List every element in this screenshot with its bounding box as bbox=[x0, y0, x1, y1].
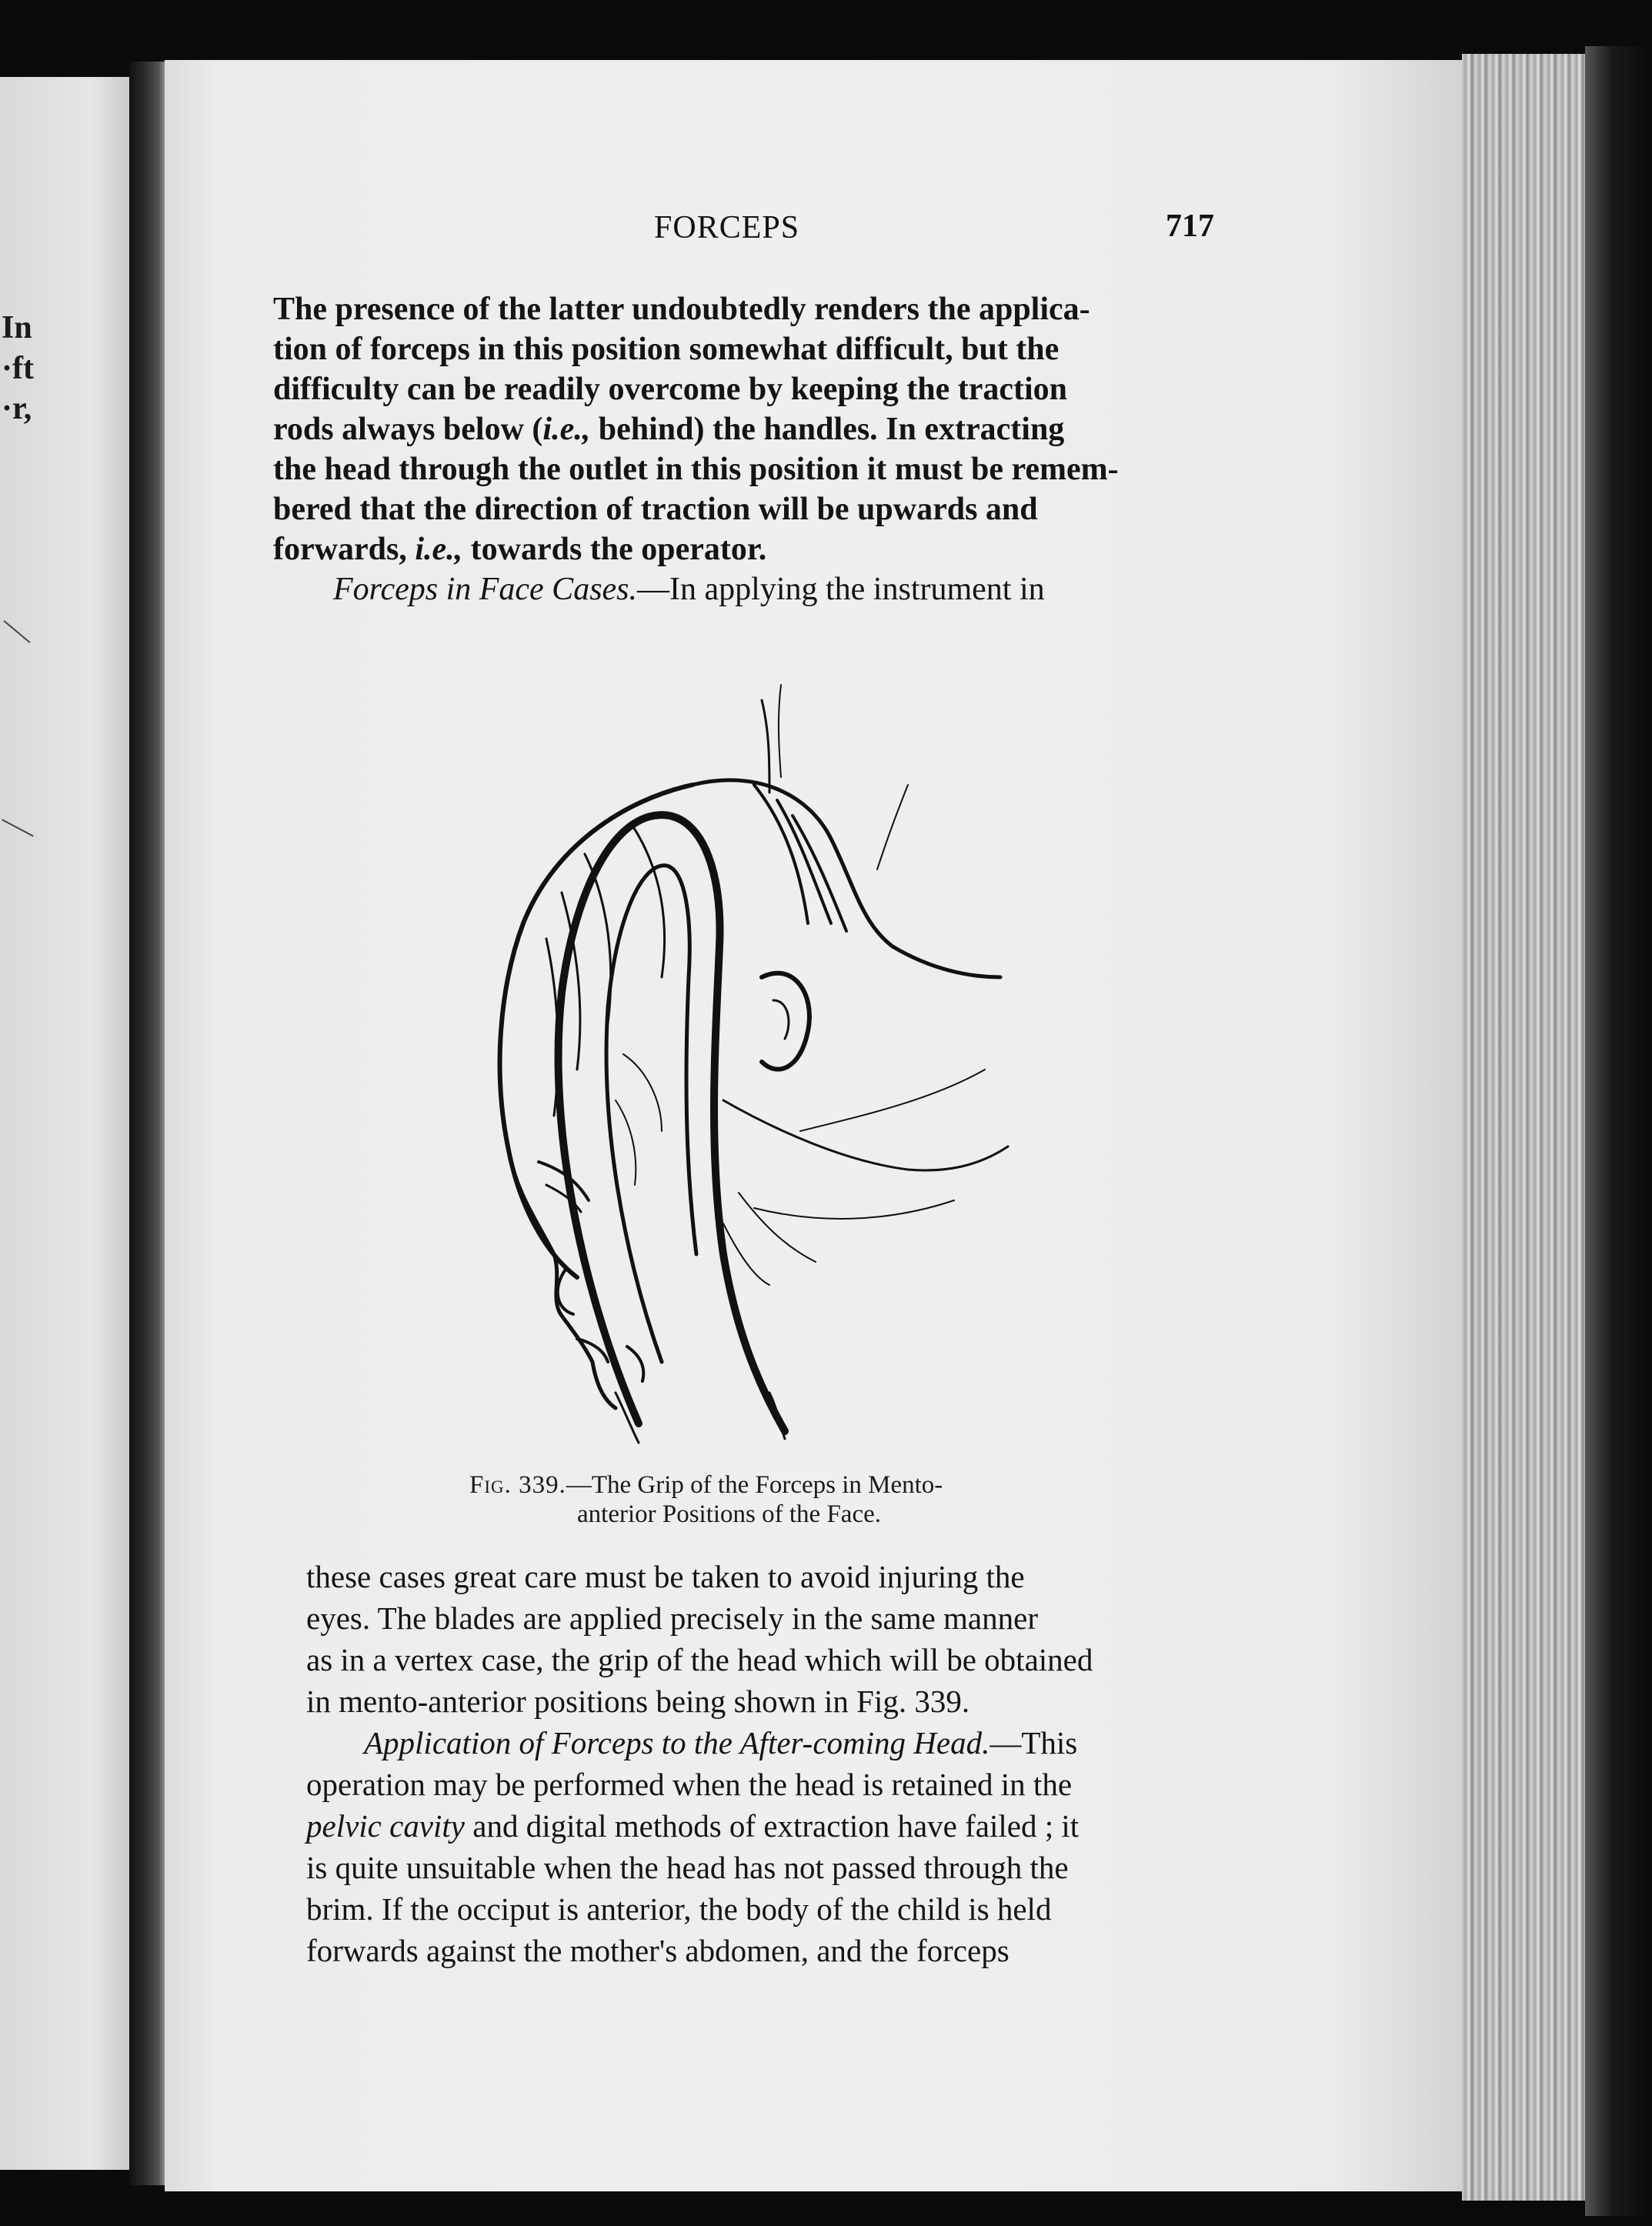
left-page-fragment: ·r, bbox=[2, 391, 32, 426]
book-cover-edge bbox=[1585, 46, 1652, 2216]
text-line: in mento-anterior positions being shown in Fig. 339. bbox=[306, 1684, 970, 1719]
text-line: forwards against the mother's abdomen, and the forceps bbox=[306, 1933, 1010, 1968]
left-page-fragment: In bbox=[2, 310, 32, 345]
text-line: forwards, i.e., towards the operator. bbox=[273, 532, 767, 567]
section-heading-line: Application of Forceps to the After-coming Head.—This bbox=[364, 1725, 1078, 1760]
running-head: FORCEPS bbox=[654, 210, 800, 245]
forceps-face-illustration bbox=[431, 669, 1062, 1447]
text-line: The presence of the latter undoubtedly renders the applica- bbox=[273, 292, 1090, 327]
section-heading-line: Forceps in Face Cases.—In applying the instrument in bbox=[333, 572, 1045, 607]
text-line: the head through the outlet in this position it must be remem- bbox=[273, 452, 1119, 487]
page-header bbox=[0, 209, 1652, 255]
book-gutter bbox=[129, 62, 166, 2185]
left-page-mark bbox=[4, 620, 31, 643]
text-line: bered that the direction of traction will be upwards and bbox=[273, 492, 1038, 527]
caption-text: —The Grip of the Forceps in Mento- bbox=[566, 1471, 943, 1499]
text-line: these cases great care must be taken to avoid injuring the bbox=[306, 1559, 1025, 1594]
text-line: pelvic cavity and digital methods of extraction have failed ; it bbox=[306, 1808, 1080, 1844]
left-page-edge bbox=[0, 77, 131, 2170]
page-stack-edges bbox=[1462, 54, 1585, 2201]
left-page-fragment: ·ft bbox=[2, 351, 34, 386]
figure-label: Fig. 339. bbox=[469, 1471, 566, 1499]
text-line: as in a vertex case, the grip of the head which will be obtained bbox=[306, 1642, 1093, 1677]
text-line: brim. If the occiput is anterior, the body of the child is held bbox=[306, 1891, 1052, 1927]
text-line: rods always below (i.e., behind) the handles. In extracting bbox=[273, 412, 1065, 447]
text-line: operation may be performed when the head is retained in the bbox=[306, 1767, 1073, 1802]
text-line: tion of forceps in this position somewhat difficult, but the bbox=[273, 332, 1060, 367]
text-line: is quite unsuitable when the head has not passed through the bbox=[306, 1850, 1069, 1885]
caption-text: anterior Positions of the Face. bbox=[577, 1500, 882, 1528]
left-page-mark bbox=[2, 819, 34, 836]
text-line: difficulty can be readily overcome by keeping the traction bbox=[273, 372, 1067, 407]
page-number: 717 bbox=[1166, 209, 1214, 244]
text-line: eyes. The blades are applied precisely in the same manner bbox=[306, 1600, 1038, 1636]
